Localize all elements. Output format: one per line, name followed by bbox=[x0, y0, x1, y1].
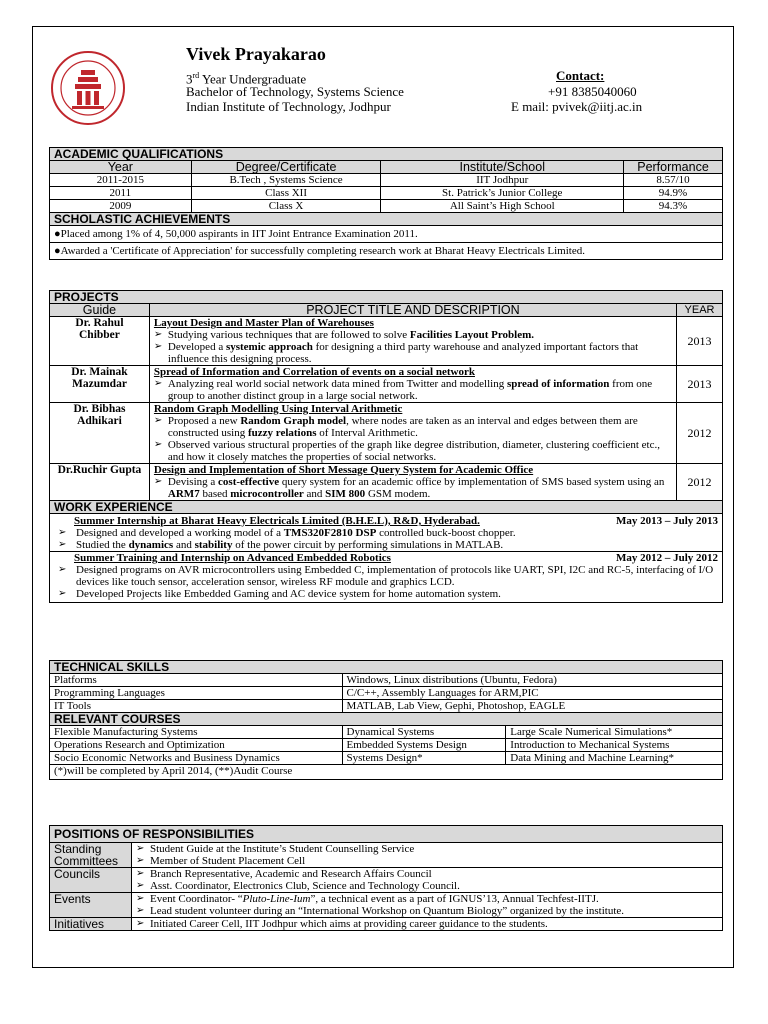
table-row: Dr. Mainak Mazumdar Spread of Information and Correlation of events on a social network ➢ Analyzing real world social network data mined from Twitter and modelling spread of information from one group to another distinct group in a large social network. 2013 bbox=[50, 366, 723, 403]
table-row: 2009 Class X All Saint’s High School 94.3% bbox=[50, 200, 723, 213]
positions-table bbox=[49, 825, 723, 931]
list-item: ➢ Designed programs on AVR microcontrollers using Embedded C, implementation of protocols like UART, SPI, I2C and RC-5, interfacing of I/O devices like touch sensor, acceleration sensor, wireless RF module and graphics LCD. bbox=[58, 564, 718, 588]
list-item: ●Placed among 1% of 4, 50,000 aspirants in IIT Joint Entrance Examination 2011. bbox=[50, 226, 723, 243]
list-item: ➢ Event Coordinator- “Pluto-Line-Ium”, a technical event as a part of IGNUS’13, Annual Techfest-IITJ. bbox=[136, 893, 718, 905]
table-row bbox=[50, 918, 723, 931]
skills-table bbox=[49, 660, 723, 780]
table-row: Dr.Ruchir Gupta Design and Implementation of Short Message Query System for Academic Office ➢ Devising a cost-effective query system for an academic office by implementation of SMS based system using an ARM7 based microcontroller and SIM 800 GSM modem. 2012 bbox=[50, 464, 723, 501]
table-row: Dr. Rahul Chibber Layout Design and Master Plan of Warehouses ➢ Studying various techniques that are followed to solve Facilities Layout Problem. ➢ Developed a systemic approach for designing a third party warehouse and analyzed important factors that influence this designing process. 2013 bbox=[50, 317, 723, 366]
table-row bbox=[50, 843, 723, 868]
table-row: Flexible Manufacturing Systems Dynamical Systems Large Scale Numerical Simulations* bbox=[50, 726, 723, 739]
list-item: ➢ Developed Projects like Embedded Gaming and AC device system for home automation system. bbox=[58, 588, 718, 600]
academic-table bbox=[49, 147, 723, 260]
list-item: ➢ Student Guide at the Institute’s Student Counselling Service bbox=[136, 843, 718, 855]
col-project-year: YEAR bbox=[677, 304, 723, 317]
course-note: (*)will be completed by April 2014, (**)Audit Course bbox=[50, 765, 723, 780]
table-row bbox=[50, 868, 723, 893]
contact-label: Contact: bbox=[556, 68, 605, 83]
row-label-councils: Councils bbox=[50, 868, 132, 893]
section-title-scholastic: SCHOLASTIC ACHIEVEMENTS bbox=[50, 213, 723, 226]
section-title-skills: TECHNICAL SKILLS bbox=[50, 661, 723, 674]
section-title-positions: POSITIONS OF RESPONSIBILITIES bbox=[50, 826, 723, 843]
table-row: IT Tools MATLAB, Lab View, Gephi, Photoshop, EAGLE bbox=[50, 700, 723, 713]
table-row: Socio Economic Networks and Business Dynamics Systems Design* Data Mining and Machine Learning* bbox=[50, 752, 723, 765]
iit-jodhpur-seal-icon bbox=[50, 50, 126, 126]
list-item: ➢ Asst. Coordinator, Electronics Club, Science and Technology Council. bbox=[136, 880, 718, 892]
list-item: ➢ Initiated Career Cell, IIT Jodhpur which aims at providing career guidance to the students. bbox=[136, 918, 718, 930]
list-item: ➢ Studied the dynamics and stability of the power circuit by performing simulations in MATLAB. bbox=[58, 539, 718, 551]
institute-line: Indian Institute of Technology, Jodhpur bbox=[186, 99, 391, 114]
year-line: 3rd Year Undergraduate bbox=[186, 71, 307, 87]
projects-table bbox=[49, 290, 723, 603]
table-row: Operations Research and Optimization Embedded Systems Design Introduction to Mechanical Systems bbox=[50, 739, 723, 752]
col-guide: Guide bbox=[50, 304, 150, 317]
list-item: ➢ Lead student volunteer during an “International Workshop on Quantum Biology” organized by the institute. bbox=[136, 905, 718, 917]
list-item: ➢ Analyzing real world social network data mined from Twitter and modelling spread of information from one group to another distinct group in a large social network. bbox=[154, 378, 672, 402]
section-title-academic: ACADEMIC QUALIFICATIONS bbox=[50, 148, 723, 161]
job-date: May 2013 – July 2013 bbox=[615, 515, 718, 527]
list-item: ➢ Devising a cost-effective query system for an academic office by implementation of SMS based system using an ARM7 based microcontroller and SIM 800 GSM modem. bbox=[154, 476, 672, 500]
job-date: May 2012 – July 2012 bbox=[615, 552, 718, 564]
row-label-initiatives: Initiatives bbox=[50, 918, 132, 931]
project-title: Design and Implementation of Short Message Query System for Academic Office bbox=[153, 464, 534, 476]
list-item: ➢ Member of Student Placement Cell bbox=[136, 855, 718, 867]
col-project-title: PROJECT TITLE AND DESCRIPTION bbox=[149, 304, 676, 317]
section-title-projects: PROJECTS bbox=[50, 291, 723, 304]
col-year: Year bbox=[50, 161, 192, 174]
section-title-work: WORK EXPERIENCE bbox=[50, 501, 723, 514]
row-label-standing: Standing Committees bbox=[50, 843, 132, 868]
project-title: Spread of Information and Correlation of events on a social network bbox=[153, 366, 475, 378]
table-row: Platforms Windows, Linux distributions (Ubuntu, Fedora) bbox=[50, 674, 723, 687]
job-title: Summer Internship at Bharat Heavy Electricals Limited (B.H.E.L), R&D, Hyderabad. bbox=[74, 515, 480, 527]
list-item: ●Awarded a 'Certificate of Appreciation' for successfully completing research work at Bharat Heavy Electricals Limited. bbox=[50, 243, 723, 260]
col-institute: Institute/School bbox=[381, 161, 624, 174]
work-entry bbox=[50, 514, 723, 603]
table-row bbox=[50, 893, 723, 918]
degree-line: Bachelor of Technology, Systems Science bbox=[186, 84, 404, 99]
col-performance: Performance bbox=[624, 161, 723, 174]
phone-number: +91 8385040060 bbox=[548, 84, 637, 99]
row-label-events: Events bbox=[50, 893, 132, 918]
table-row: 2011-2015 B.Tech , Systems Science IIT Jodhpur 8.57/10 bbox=[50, 174, 723, 187]
list-item: ➢ Branch Representative, Academic and Research Affairs Council bbox=[136, 868, 718, 880]
project-title: Layout Design and Master Plan of Warehouses bbox=[153, 317, 374, 329]
list-item: ➢ Proposed a new Random Graph model, where nodes are taken as an interval and edges between them are constructed using fuzzy relations of Interval Arithmetic. bbox=[154, 415, 672, 439]
table-row: Programming Languages C/C++, Assembly Languages for ARM,PIC bbox=[50, 687, 723, 700]
email-address: E mail: pvivek@iitj.ac.in bbox=[511, 99, 643, 114]
list-item: ➢ Observed various structural properties of the graph like degree distribution, diameter, clustering coefficient etc., and how it closely matches the properties of social networks. bbox=[154, 439, 672, 463]
list-item: ➢ Studying various techniques that are followed to solve Facilities Layout Problem. bbox=[154, 329, 672, 341]
list-item: ➢ Developed a systemic approach for designing a third party warehouse and analyzed important factors that influence this designing process. bbox=[154, 341, 672, 365]
col-degree: Degree/Certificate bbox=[191, 161, 381, 174]
table-row: 2011 Class XII St. Patrick’s Junior College 94.9% bbox=[50, 187, 723, 200]
project-title: Random Graph Modelling Using Interval Arithmetic bbox=[153, 403, 403, 415]
candidate-name: Vivek Prayakarao bbox=[186, 44, 326, 64]
section-title-courses: RELEVANT COURSES bbox=[50, 713, 723, 726]
table-row: Dr. Bibhas Adhikari Random Graph Modelling Using Interval Arithmetic ➢ Proposed a new Random Graph model, where nodes are taken as an interval and edges between them are constructed using fuzzy relations of Interval Arithmetic. ➢ Observed various structural properties of the graph like degree distribution, diameter, clustering coefficient etc., and how it closely matches the properties of social networks. 2012 bbox=[50, 403, 723, 464]
job-title: Summer Training and Internship on Advanced Embedded Robotics bbox=[74, 552, 391, 564]
list-item: ➢ Designed and developed a working model of a TMS320F2810 DSP controlled buck-boost chopper. bbox=[58, 527, 718, 539]
